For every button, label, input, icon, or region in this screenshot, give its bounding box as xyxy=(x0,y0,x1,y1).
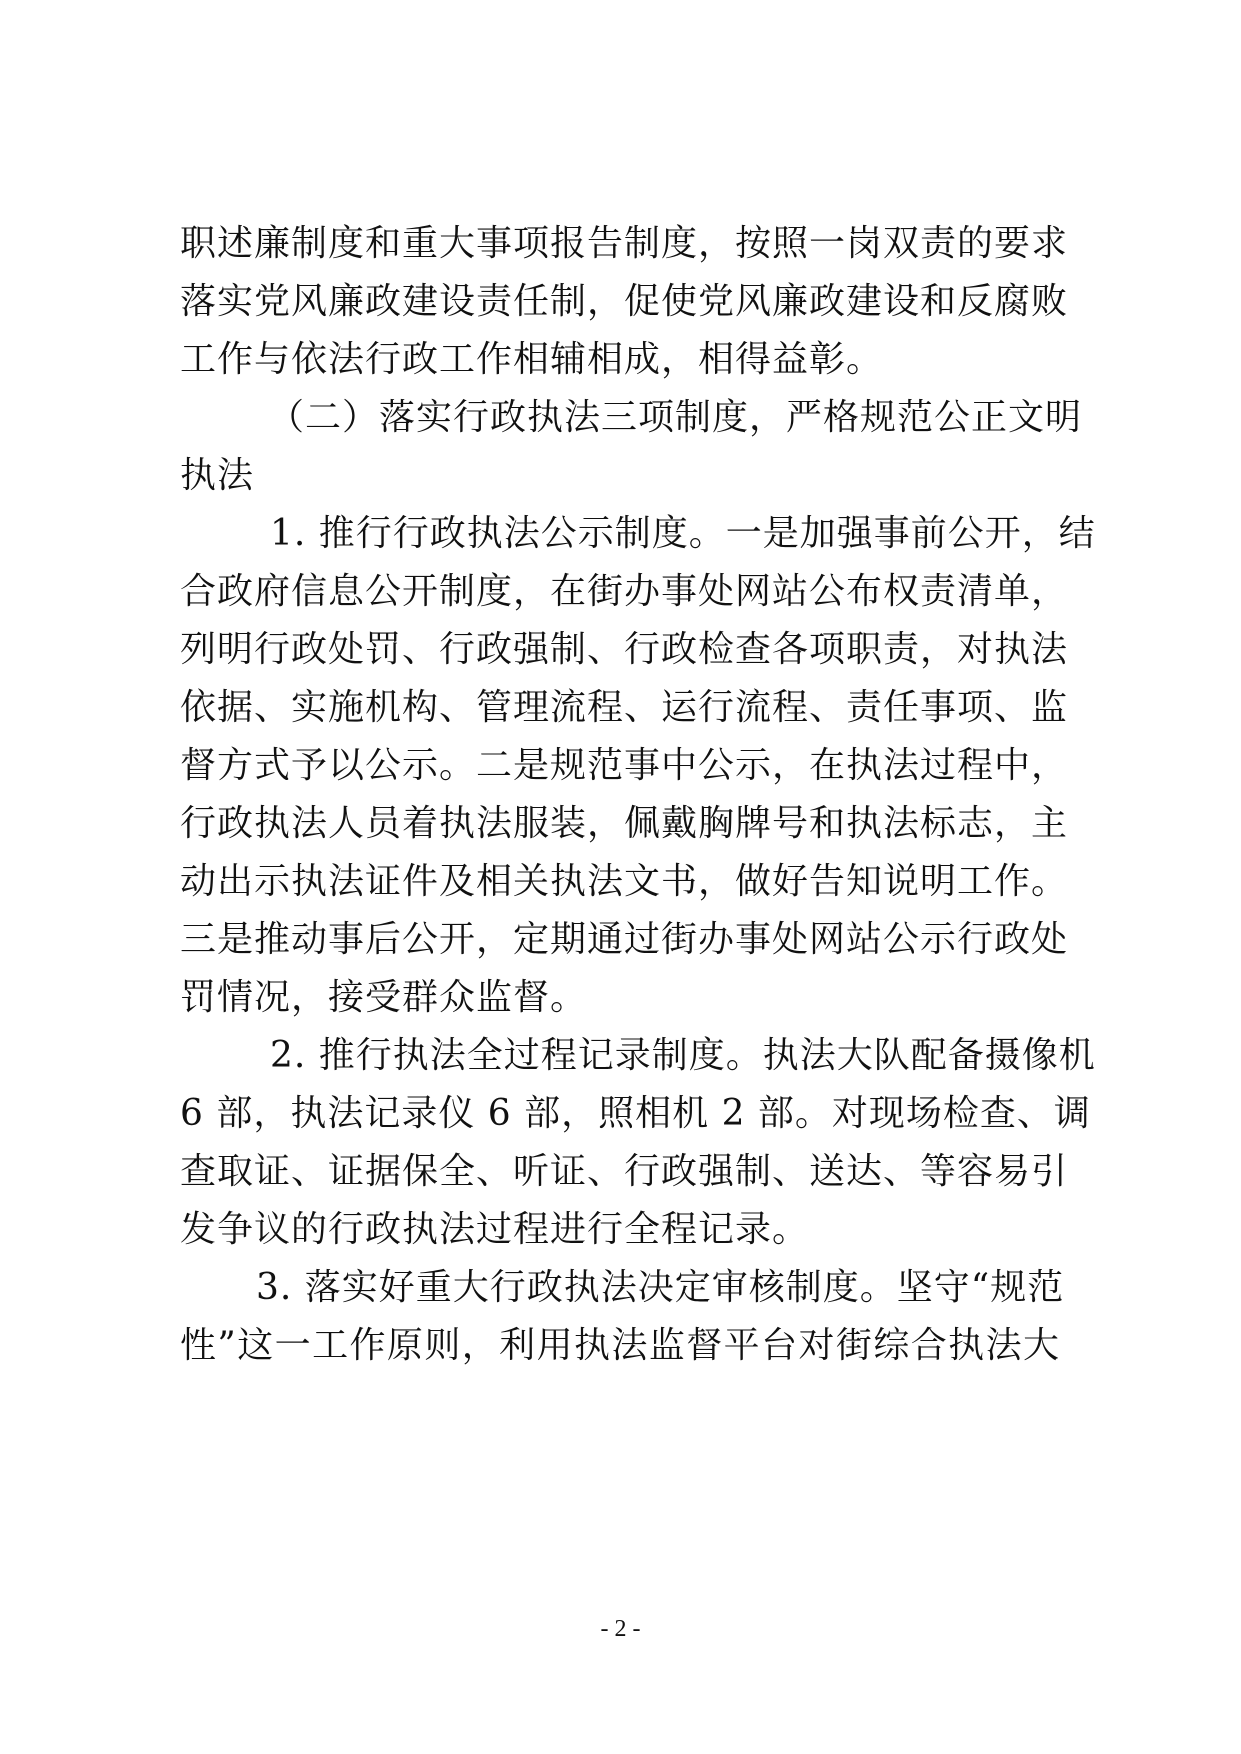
body-text-line: 依据、实施机构、管理流程、运行流程、责任事项、监 xyxy=(180,687,1069,728)
body-text-line: 三是推动事后公开，定期通过街办事处网站公示行政处 xyxy=(180,919,1069,960)
body-text-line: 工作与依法行政工作相辅相成，相得益彰。 xyxy=(180,339,884,380)
body-text-line: 查取证、证据保全、听证、行政强制、送达、等容易引 xyxy=(180,1151,1069,1192)
body-text-line: 6 部，执法记录仪 6 部，照相机 2 部。对现场检查、调 xyxy=(180,1093,1091,1134)
body-text-line: 列明行政处罚、行政强制、行政检查各项职责，对执法 xyxy=(180,629,1069,670)
page-number: - 2 - xyxy=(600,1616,641,1642)
body-text-line: 2. 推行执法全过程记录制度。执法大队配备摄像机 xyxy=(270,1035,1096,1076)
body-text-line: 性”这一工作原则，利用执法监督平台对街综合执法大 xyxy=(180,1325,1060,1366)
body-text-line: 督方式予以公示。二是规范事中公示，在执法过程中， xyxy=(180,745,1069,786)
body-text-line: 3. 落实好重大行政执法决定审核制度。坚守“规范 xyxy=(256,1267,1065,1308)
body-text-line: 发争议的行政执法过程进行全程记录。 xyxy=(180,1209,810,1250)
body-text-line: 1. 推行行政执法公示制度。一是加强事前公开，结 xyxy=(270,513,1096,554)
body-text-line: 落实党风廉政建设责任制，促使党风廉政建设和反腐败 xyxy=(180,281,1069,322)
body-text-line: 行政执法人员着执法服装，佩戴胸牌号和执法标志，主 xyxy=(180,803,1069,844)
section-heading-line: （二）落实行政执法三项制度，严格规范公正文明 xyxy=(268,397,1083,438)
body-text-line: 合政府信息公开制度，在街办事处网站公布权责清单， xyxy=(180,571,1069,612)
body-text-line: 动出示执法证件及相关执法文书，做好告知说明工作。 xyxy=(180,861,1069,902)
body-text-line: 职述廉制度和重大事项报告制度，按照一岗双责的要求 xyxy=(180,223,1069,264)
body-text-line: 罚情况，接受群众监督。 xyxy=(180,977,588,1018)
section-heading-line: 执法 xyxy=(180,455,255,496)
